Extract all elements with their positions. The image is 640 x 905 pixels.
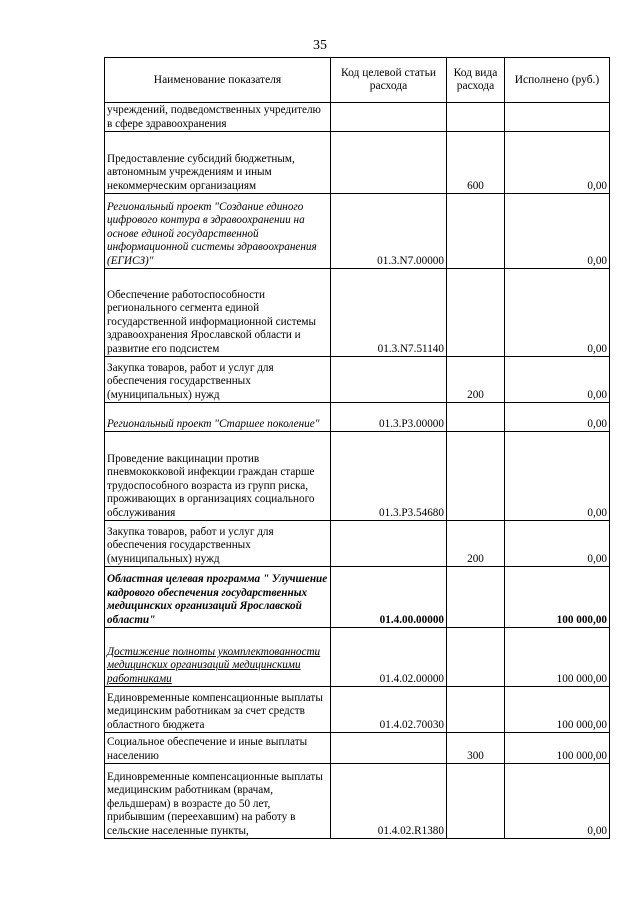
row-code: 01.4.00.00000 (331, 567, 447, 628)
row-amount: 100 000,00 (505, 733, 610, 764)
row-name: учреждений, подведомственных учредителю в сфере здравоохранения (105, 103, 331, 132)
row-kind (447, 103, 505, 132)
budget-execution-table (104, 57, 610, 839)
row-name: Региональный проект "Старшее поколение" (105, 403, 331, 432)
row-amount: 0,00 (505, 764, 610, 839)
row-amount: 100 000,00 (505, 567, 610, 628)
table-row (105, 432, 610, 521)
table-row (105, 357, 610, 403)
page-number: 35 (313, 38, 327, 53)
row-amount: 0,00 (505, 432, 610, 521)
row-code (331, 733, 447, 764)
table-row (105, 733, 610, 764)
row-amount: 0,00 (505, 194, 610, 269)
row-code: 01.3.N7.51140 (331, 269, 447, 357)
row-kind (447, 403, 505, 432)
row-code: 01.4.02.00000 (331, 628, 447, 687)
table-row (105, 521, 610, 567)
table-row (105, 764, 610, 839)
row-name: Закупка товаров, работ и услуг для обеспечения государственных (муниципальных) нужд (105, 521, 331, 567)
row-kind (447, 194, 505, 269)
row-code (331, 521, 447, 567)
table-row (105, 403, 610, 432)
row-amount: 100 000,00 (505, 687, 610, 733)
table-row (105, 269, 610, 357)
row-kind (447, 269, 505, 357)
row-kind (447, 432, 505, 521)
header-indicator-name: Наименование показателя (105, 58, 331, 103)
row-name: Проведение вакцинации против пневмококковой инфекции граждан старше трудоспособного возраста из групп риска, проживающих в организациях социального обслуживания (105, 432, 331, 521)
row-amount: 0,00 (505, 521, 610, 567)
row-kind (447, 567, 505, 628)
row-amount: 100 000,00 (505, 628, 610, 687)
row-name: Закупка товаров, работ и услуг для обеспечения государственных (муниципальных) нужд (105, 357, 331, 403)
row-name: Единовременные компенсационные выплаты медицинским работникам (врачам, фельдшерам) в возрасте до 50 лет, прибывшим (переехавшим) на работу в сельские населенные пункты, (105, 764, 331, 839)
row-code: 01.3.P3.54680 (331, 432, 447, 521)
row-name: Обеспечение работоспособности регионального сегмента единой государственной информационной системы здравоохранения Ярославской области и развитие его подсистем (105, 269, 331, 357)
table-row (105, 103, 610, 132)
row-kind (447, 628, 505, 687)
header-expense-kind: Код вида расхода (447, 58, 505, 103)
row-name: Региональный проект "Создание единого цифрового контура в здравоохранении на основе единой государственной информационной системы здравоохранения (ЕГИСЗ)" (105, 194, 331, 269)
row-amount: 0,00 (505, 357, 610, 403)
table-row (105, 628, 610, 687)
row-code: 01.3.P3.00000 (331, 403, 447, 432)
row-name: Достижение полноты укомплектованности медицинских организаций медицинскими работниками (105, 628, 331, 687)
row-code (331, 132, 447, 194)
row-code: 01.4.02.R1380 (331, 764, 447, 839)
table-row (105, 194, 610, 269)
row-kind: 200 (447, 521, 505, 567)
table-row (105, 687, 610, 733)
table-row (105, 567, 610, 628)
row-kind (447, 687, 505, 733)
row-code: 01.4.02.70030 (331, 687, 447, 733)
row-kind: 300 (447, 733, 505, 764)
row-name: Единовременные компенсационные выплаты медицинским работникам за счет средств областного бюджета (105, 687, 331, 733)
row-kind: 600 (447, 132, 505, 194)
row-amount (505, 103, 610, 132)
row-amount: 0,00 (505, 403, 610, 432)
header-target-code: Код целевой статьи расхода (331, 58, 447, 103)
row-name: Областная целевая программа " Улучшение кадрового обеспечения государственных медицинских организаций Ярославской области" (105, 567, 331, 628)
row-kind: 200 (447, 357, 505, 403)
row-code (331, 357, 447, 403)
row-kind (447, 764, 505, 839)
row-amount: 0,00 (505, 269, 610, 357)
row-code (331, 103, 447, 132)
row-name: Социальное обеспечение и иные выплаты населению (105, 733, 331, 764)
row-code: 01.3.N7.00000 (331, 194, 447, 269)
row-name: Предоставление субсидий бюджетным, автономным учреждениям и иным некоммерческим организациям (105, 132, 331, 194)
row-amount: 0,00 (505, 132, 610, 194)
table-row (105, 132, 610, 194)
header-executed-amount: Исполнено (руб.) (505, 58, 610, 103)
table-header-row (105, 58, 610, 103)
